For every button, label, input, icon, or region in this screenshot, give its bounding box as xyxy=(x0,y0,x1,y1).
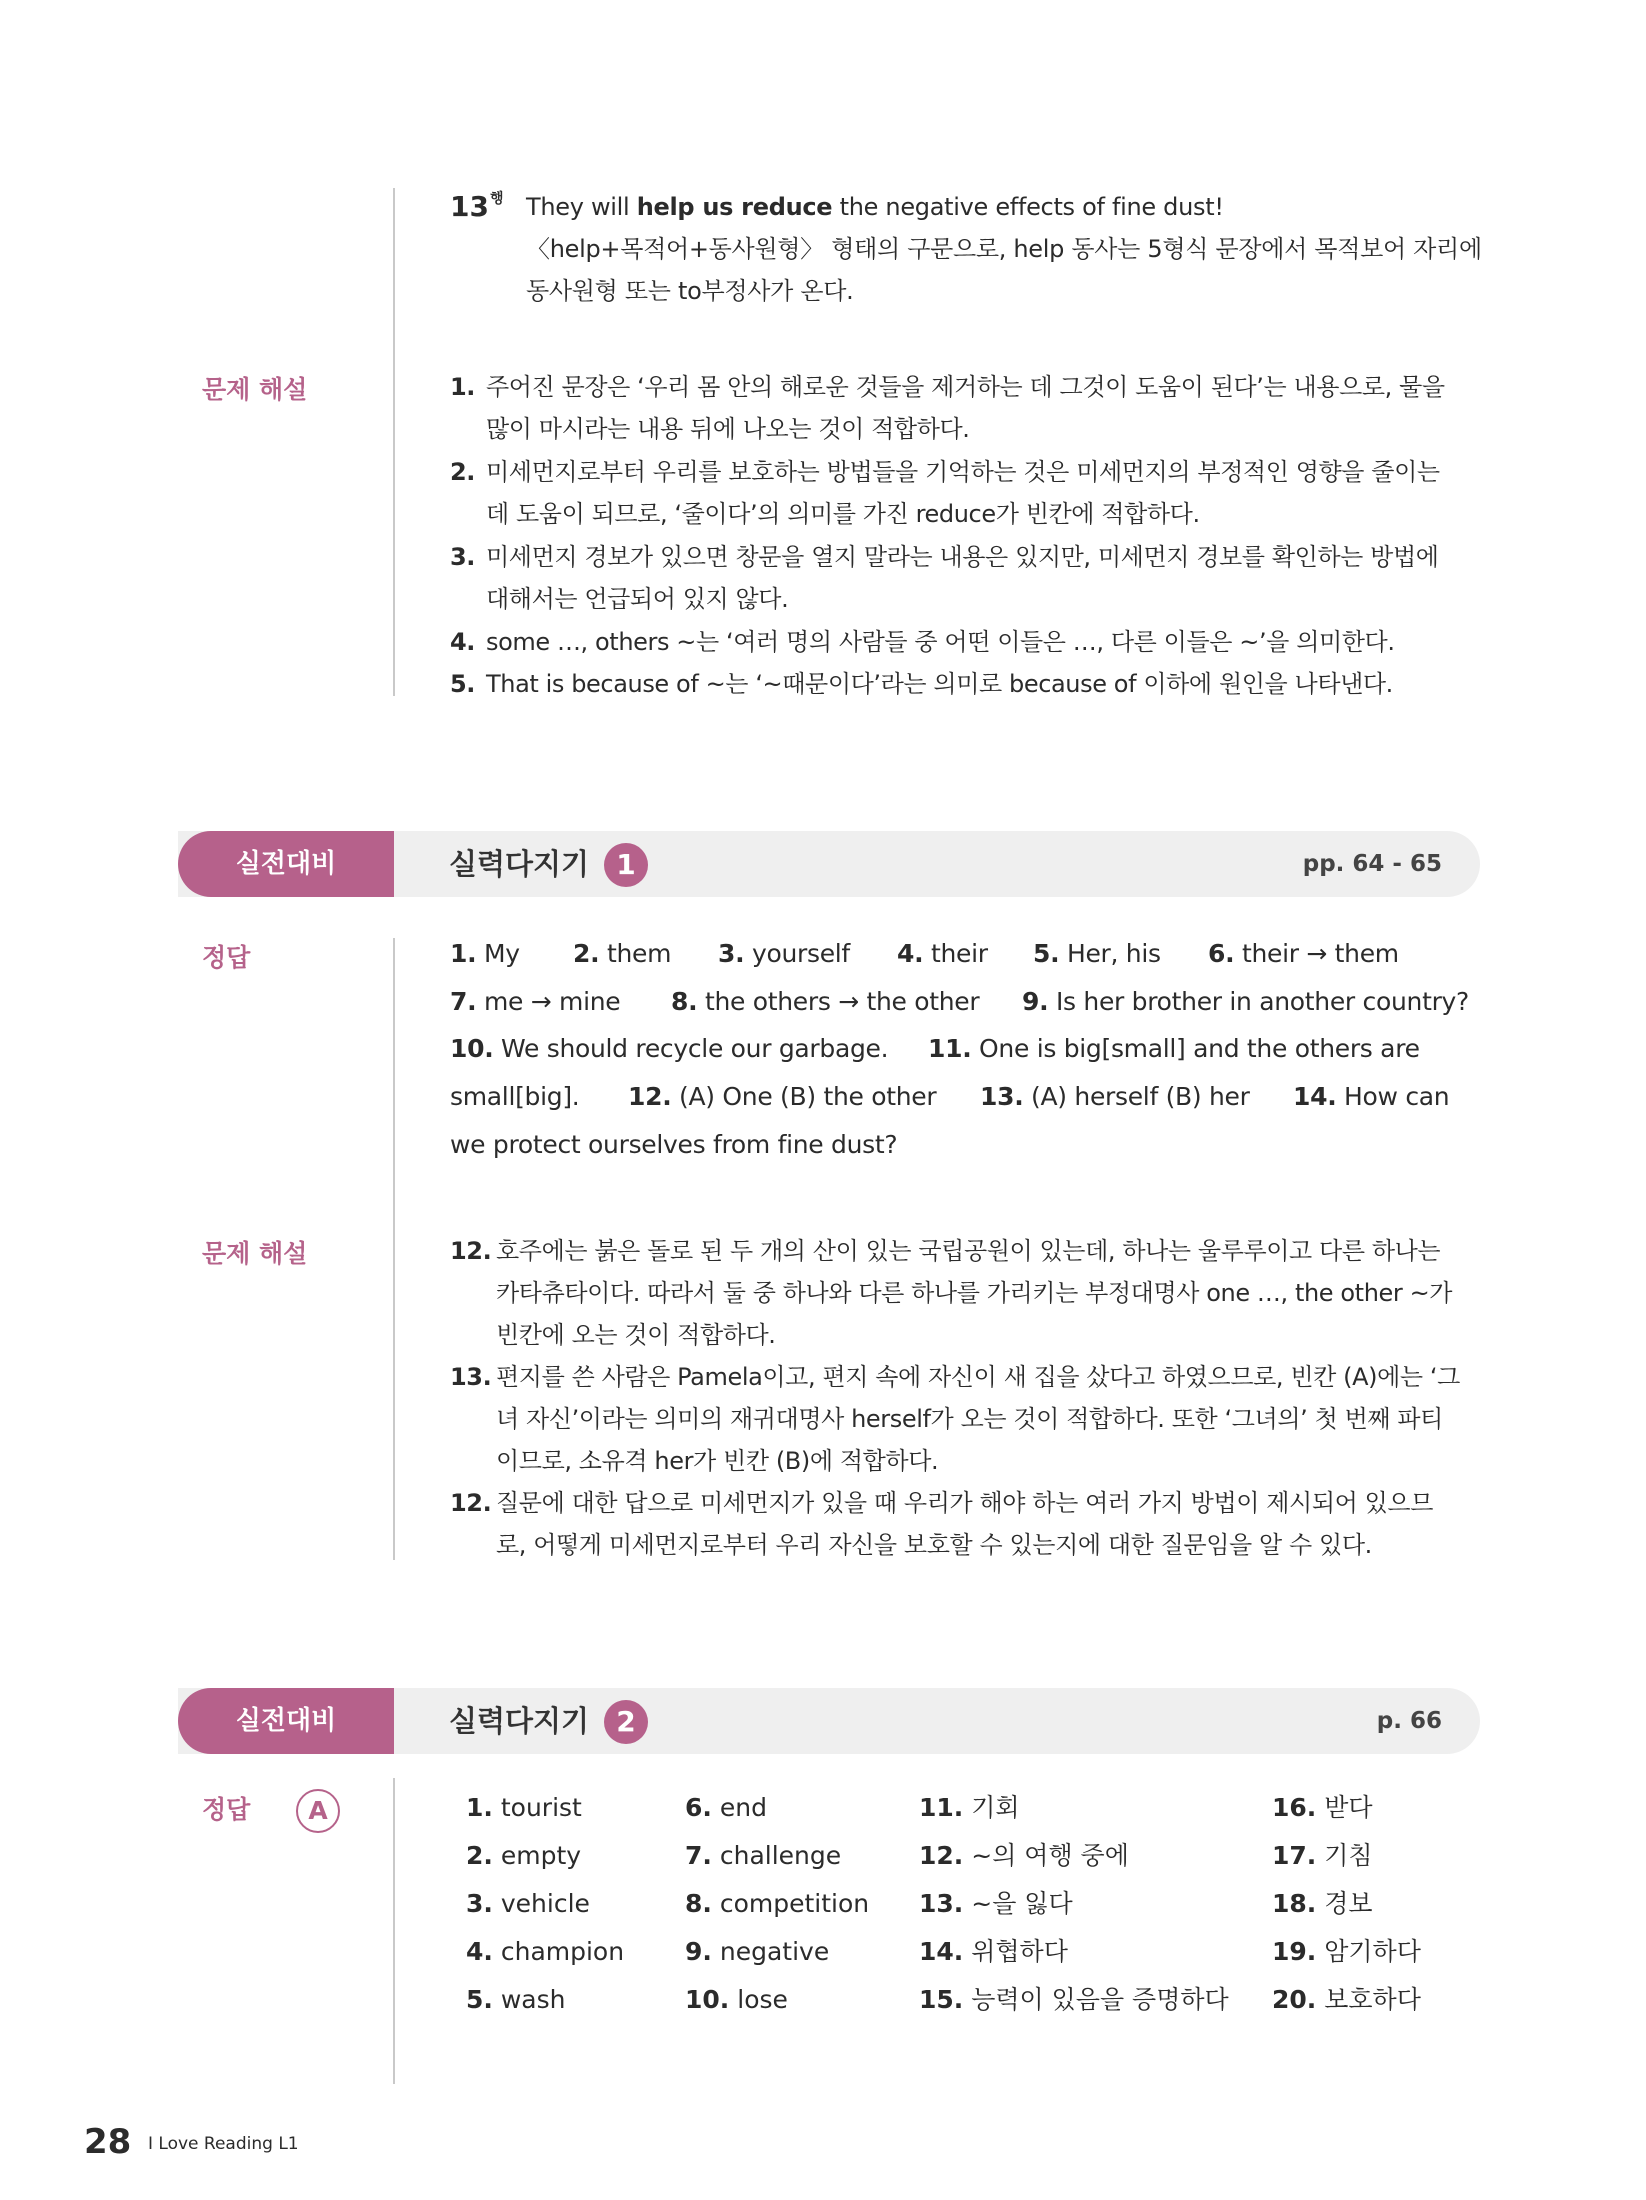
explain-line: 동사원형 또는 to부정사가 온다. xyxy=(526,277,854,305)
column-divider xyxy=(393,1778,395,2084)
vocab-item: 8. competition xyxy=(685,1889,870,1918)
answer-item: 9. Is her brother in another country? xyxy=(1022,987,1470,1016)
page-reference: pp. 64 - 65 xyxy=(1302,851,1442,877)
vocab-item: 6. end xyxy=(685,1793,767,1822)
column-divider xyxy=(393,188,395,696)
grammar-note xyxy=(450,186,1482,312)
section-label: 문제 해설 xyxy=(202,1239,308,1268)
list-item: 2. 미세먼지로부터 우리를 보호하는 방법들을 기억하는 것은 미세먼지의 부정적인 영향을 줄이는 데 도움이 되므로, ‘줄이다’의 의미를 가진 reduce가 빈칸에 적합하다. xyxy=(450,458,1440,528)
answer-item: small[big]. xyxy=(450,1082,580,1111)
page-number: 28 xyxy=(84,2122,132,2162)
explain-line: 〈help+목적어+동사원형〉 형태의 구문으로, help 동사는 5형식 문장에서 목적보어 자리에 xyxy=(526,235,1482,263)
answer-item: 11. One is big[small] and the others are xyxy=(928,1034,1420,1063)
book-title: I Love Reading L1 xyxy=(148,2134,299,2154)
answer-item: 12. (A) One (B) the other xyxy=(628,1082,937,1111)
answer-item: 14. How can xyxy=(1293,1082,1450,1111)
vocab-item: 13. ~을 잃다 xyxy=(919,1889,1073,1918)
section-tag: 실전대비 xyxy=(178,1688,394,1754)
list-item: 12. 질문에 대한 답으로 미세먼지가 있을 때 우리가 해야 하는 여러 가지 방법이 제시되어 있으므로, 어떻게 미세먼지로부터 우리 자신을 보호할 수 있는지에 대한 질문임을 알 수 있다. xyxy=(450,1489,1433,1559)
section-header-bar xyxy=(178,1688,1480,1754)
page-reference: p. 66 xyxy=(1376,1708,1442,1734)
part-a-marker: A xyxy=(296,1789,340,1833)
vocab-item: 3. vehicle xyxy=(466,1889,590,1918)
section-number-badge: 2 xyxy=(604,1700,648,1744)
answer-item: 4. their xyxy=(897,939,988,968)
vocab-item: 14. 위협하다 xyxy=(919,1937,1068,1966)
list-item: 3. 미세먼지 경보가 있으면 창문을 열지 말라는 내용은 있지만, 미세먼지 경보를 확인하는 방법에 대해서는 언급되어 있지 않다. xyxy=(450,543,1439,613)
example-sentence: They will help us reduce the negative effects of fine dust! xyxy=(526,193,1224,221)
answer-item: 13. (A) herself (B) her xyxy=(980,1082,1250,1111)
section-label: 정답 xyxy=(202,1795,251,1824)
answer-item: we protect ourselves from fine dust? xyxy=(450,1130,898,1159)
section-tag: 실전대비 xyxy=(178,831,394,897)
vocab-item: 15. 능력이 있음을 증명하다 xyxy=(919,1985,1229,2014)
list-item: 4. some …, others ~는 ‘여러 명의 사람들 중 어떤 이들은 …, 다른 이들은 ~’을 의미한다. xyxy=(450,628,1395,656)
section-title: 실력다지기 xyxy=(449,847,590,881)
section-label: 정답 xyxy=(202,943,251,972)
answer-item: 7. me → mine xyxy=(450,987,621,1016)
vocab-item: 18. 경보 xyxy=(1272,1889,1373,1918)
vocab-item: 10. lose xyxy=(685,1985,788,2014)
list-item: 13. 편지를 쓴 사람은 Pamela이고, 편지 속에 자신이 새 집을 샀다고 하였으므로, 빈칸 (A)에는 ‘그녀 자신’이라는 의미의 재귀대명사 herself가 오는 것이 적합하다. 또한 ‘그녀의’ 첫 번째 파티이므로, 소유격 her가 빈칸 (B)에 적합하다. xyxy=(450,1363,1460,1475)
vocab-item: 20. 보호하다 xyxy=(1272,1985,1421,2014)
vocab-item: 12. ~의 여행 중에 xyxy=(919,1841,1129,1870)
vocab-item: 4. champion xyxy=(466,1937,625,1966)
answer-item: 2. them xyxy=(573,939,672,968)
list-item: 1. 주어진 문장은 ‘우리 몸 안의 해로운 것들을 제거하는 데 그것이 도움이 된다’는 내용으로, 물을 많이 마시라는 내용 뒤에 나오는 것이 적합하다. xyxy=(450,373,1445,443)
line-unit: 행 xyxy=(490,191,504,207)
vocab-item: 11. 기회 xyxy=(919,1793,1020,1822)
answer-item: 6. their → them xyxy=(1208,939,1399,968)
line-number: 13 xyxy=(450,190,489,223)
vocab-item: 16. 받다 xyxy=(1272,1793,1373,1822)
vocab-item: 5. wash xyxy=(466,1985,566,2014)
list-item: 5. That is because of ~는 ‘~때문이다’라는 의미로 because of 이하에 원인을 나타낸다. xyxy=(450,670,1393,698)
vocab-item: 9. negative xyxy=(685,1937,830,1966)
vocab-item: 1. tourist xyxy=(466,1793,582,1822)
section-title: 실력다지기 xyxy=(449,1704,590,1738)
section-header-bar xyxy=(178,831,1480,897)
answer-item: 1. My xyxy=(450,939,520,968)
answer-item: 5. Her, his xyxy=(1033,939,1161,968)
answer-item: 3. yourself xyxy=(718,939,850,968)
answer-item: 8. the others → the other xyxy=(671,987,980,1016)
vocab-item: 19. 암기하다 xyxy=(1272,1937,1421,1966)
list-item: 12. 호주에는 붉은 돌로 된 두 개의 산이 있는 국립공원이 있는데, 하나는 울루루이고 다른 하나는 카타츄타이다. 따라서 둘 중 하나와 다른 하나를 가리키는 부정대명사 one …, the other ~가 빈칸에 오는 것이 적합하다. xyxy=(450,1237,1453,1349)
section-number-badge: 1 xyxy=(604,843,648,887)
column-divider xyxy=(393,938,395,1560)
answer-item: 10. We should recycle our garbage. xyxy=(450,1034,889,1063)
vocab-item: 2. empty xyxy=(466,1841,582,1870)
vocab-item: 7. challenge xyxy=(685,1841,842,1870)
section-label: 문제 해설 xyxy=(202,375,308,404)
vocab-item: 17. 기침 xyxy=(1272,1841,1373,1870)
